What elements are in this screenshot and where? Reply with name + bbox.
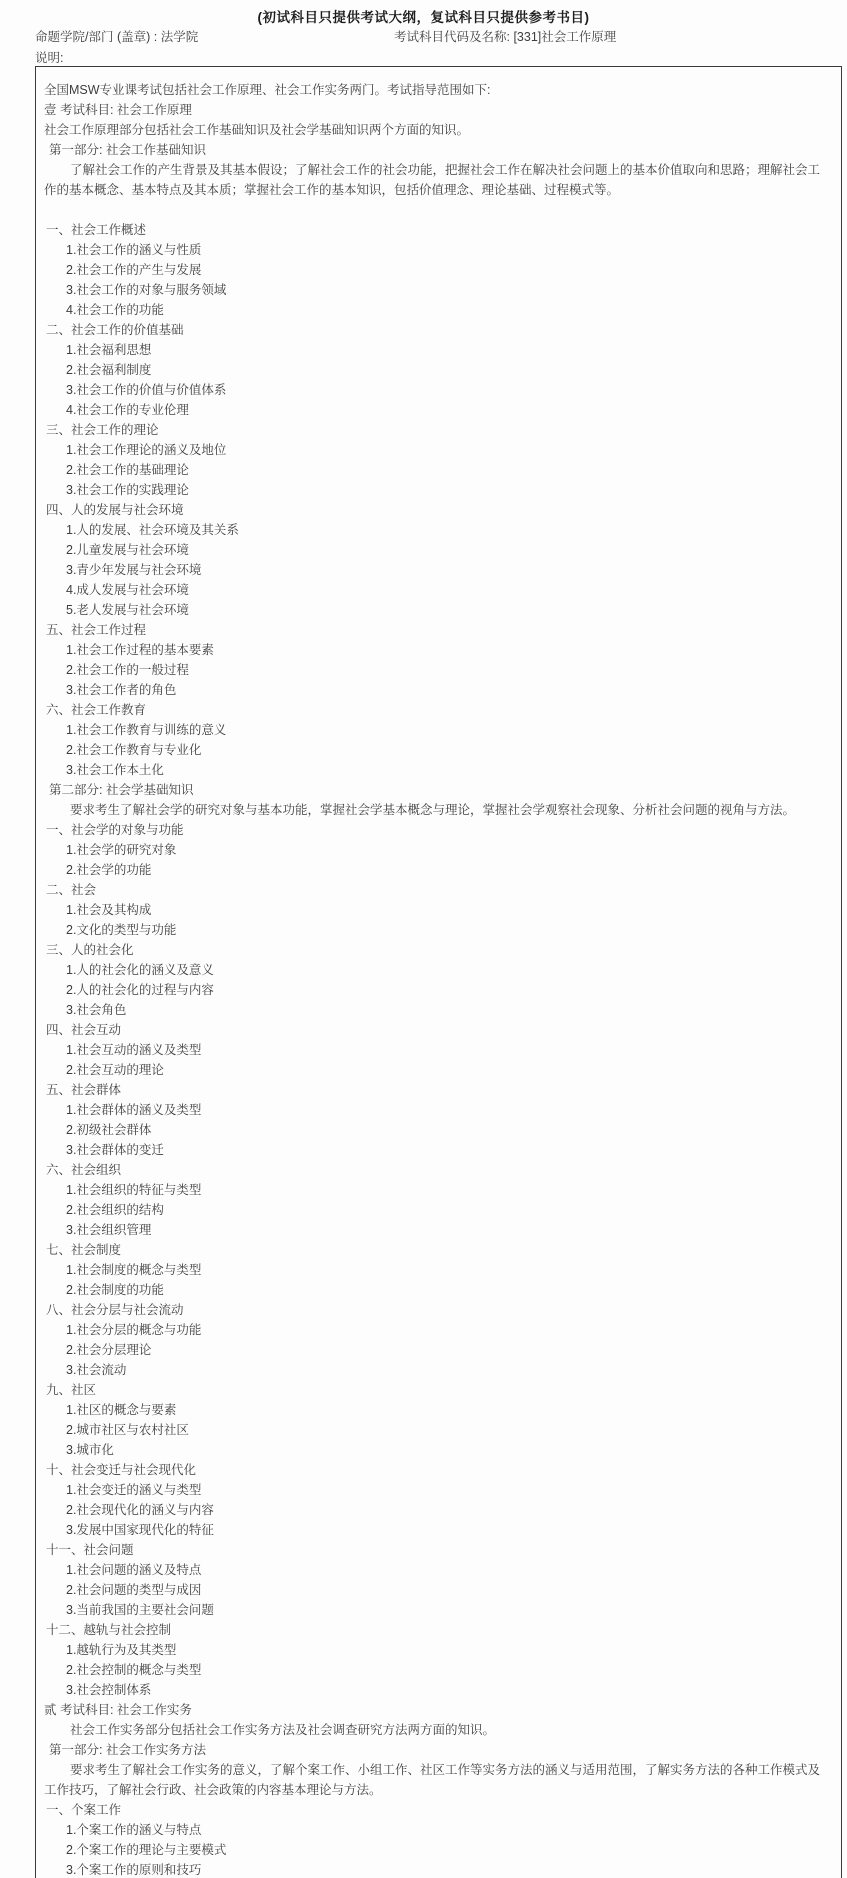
doc-line: 五、社会工作过程: [46, 623, 147, 637]
issuer-label: 命题学院/部门 (盖章) : 法学院: [35, 30, 199, 44]
doc-line: 2.初级社会群体: [66, 1123, 152, 1137]
doc-line: 一、社会工作概述: [46, 223, 147, 237]
doc-line: 一、个案工作: [46, 1803, 122, 1817]
doc-line: 2.社会福利制度: [66, 363, 152, 377]
doc-line: 工作技巧，了解社会行政、社会政策的内容基本理论与方法。: [44, 1783, 382, 1797]
note-label: 说明:: [35, 51, 64, 65]
doc-line: 1.社会工作过程的基本要素: [66, 643, 214, 657]
doc-line: 十一、社会问题: [46, 1543, 134, 1557]
doc-line: 八、社会分层与社会流动: [46, 1303, 184, 1317]
doc-line: 2.社会工作教育与专业化: [66, 743, 202, 757]
doc-line: 2.社会工作的一般过程: [66, 663, 189, 677]
doc-line: 1.社会工作教育与训练的意义: [66, 723, 227, 737]
doc-line: 第二部分: 社会学基础知识: [49, 783, 194, 797]
doc-line: 1.社会分层的概念与功能: [66, 1323, 202, 1337]
doc-line: 第一部分: 社会工作基础知识: [49, 143, 206, 157]
doc-line: 四、社会互动: [46, 1023, 122, 1037]
doc-line: 2.社会分层理论: [66, 1343, 152, 1357]
doc-line: 三、人的社会化: [46, 943, 134, 957]
doc-line: 要求考生了解社会工作实务的意义，了解个案工作、小组工作、社区工作等实务方法的涵义与适用范围，了解实务方法的各种工作模式及: [70, 1763, 821, 1777]
doc-line: 3.社会控制体系: [66, 1683, 152, 1697]
doc-line: 3.社会工作者的角色: [66, 683, 177, 697]
doc-line: 2.社会互动的理论: [66, 1063, 164, 1077]
doc-line: 1.社会互动的涵义及类型: [66, 1043, 202, 1057]
subject-code-label: 考试科目代码及名称: [331]社会工作原理: [394, 30, 617, 44]
doc-line: 十二、越轨与社会控制: [46, 1623, 172, 1637]
doc-line: 五、社会群体: [46, 1083, 122, 1097]
doc-line: 2.儿童发展与社会环境: [66, 543, 189, 557]
doc-line: 2.社会学的功能: [66, 863, 152, 877]
doc-line: 3.当前我国的主要社会问题: [66, 1603, 214, 1617]
doc-line: 5.老人发展与社会环境: [66, 603, 189, 617]
doc-line: 作的基本概念、基本特点及其本质；掌握社会工作的基本知识，包括价值理念、理论基础、过程模式等。: [44, 183, 620, 197]
doc-line: 3.社会角色: [66, 1003, 127, 1017]
doc-line: 全国MSW专业课考试包括社会工作原理、社会工作实务两门。考试指导范围如下:: [44, 83, 491, 97]
doc-line: 3.青少年发展与社会环境: [66, 563, 202, 577]
doc-line: 2.社会现代化的涵义与内容: [66, 1503, 214, 1517]
doc-line: 1.社会变迁的涵义与类型: [66, 1483, 202, 1497]
doc-line: 三、社会工作的理论: [46, 423, 159, 437]
doc-line: 1.社区的概念与要素: [66, 1403, 177, 1417]
blank-line: [44, 200, 833, 220]
doc-line: 3.社会工作的实践理论: [66, 483, 189, 497]
doc-line: 六、社会组织: [46, 1163, 122, 1177]
doc-line: 2.社会组织的结构: [66, 1203, 164, 1217]
doc-line: 4.社会工作的功能: [66, 303, 164, 317]
doc-line: 1.人的发展、社会环境及其关系: [66, 523, 239, 537]
doc-line: 二、社会: [46, 883, 97, 897]
doc-line: 3.个案工作的原则和技巧: [66, 1863, 202, 1877]
doc-line: 1.社会工作的涵义与性质: [66, 243, 202, 257]
doc-line: 2.社会制度的功能: [66, 1283, 164, 1297]
doc-line: 3.社会工作本土化: [66, 763, 164, 777]
doc-line: 要求考生了解社会学的研究对象与基本功能，掌握社会学基本概念与理论，掌握社会学观察社会现象、分析社会问题的视角与方法。: [70, 803, 796, 817]
doc-line: 1.社会问题的涵义及特点: [66, 1563, 202, 1577]
doc-line: 1.个案工作的涵义与特点: [66, 1823, 202, 1837]
doc-line: 壹 考试科目: 社会工作原理: [44, 103, 192, 117]
doc-line: 社会工作原理部分包括社会工作基础知识及社会学基础知识两个方面的知识。: [44, 123, 470, 137]
doc-line: 3.发展中国家现代化的特征: [66, 1523, 214, 1537]
doc-line: 2.人的社会化的过程与内容: [66, 983, 214, 997]
doc-line: 1.社会群体的涵义及类型: [66, 1103, 202, 1117]
doc-line: 3.社会工作的价值与价值体系: [66, 383, 227, 397]
doc-line: 1.社会福利思想: [66, 343, 152, 357]
doc-line: 一、社会学的对象与功能: [46, 823, 184, 837]
doc-line: 3.社会工作的对象与服务领域: [66, 283, 227, 297]
page-title: (初试科目只提供考试大纲，复试科目只提供参考书目): [257, 10, 590, 25]
doc-line: 2.个案工作的理论与主要模式: [66, 1843, 227, 1857]
doc-line: 四、人的发展与社会环境: [46, 503, 184, 517]
doc-line: 了解社会工作的产生背景及其基本假设；了解社会工作的社会功能，把握社会工作在解决社会问题上的基本价值取向和思路；理解社会工: [70, 163, 821, 177]
doc-line: 2.社会控制的概念与类型: [66, 1663, 202, 1677]
doc-line: 3.城市化: [66, 1443, 114, 1457]
doc-line: 2.文化的类型与功能: [66, 923, 177, 937]
doc-line: 六、社会工作教育: [46, 703, 147, 717]
doc-line: 十、社会变迁与社会现代化: [46, 1463, 197, 1477]
doc-line: 4.成人发展与社会环境: [66, 583, 189, 597]
doc-line: 3.社会组织管理: [66, 1223, 152, 1237]
doc-line: 1.社会工作理论的涵义及地位: [66, 443, 227, 457]
syllabus-box: [35, 66, 842, 1878]
doc-line: 2.社会问题的类型与成因: [66, 1583, 202, 1597]
header-row: [0, 27, 847, 45]
doc-line: 1.社会及其构成: [66, 903, 152, 917]
doc-line: 3.社会流动: [66, 1363, 127, 1377]
doc-line: 2.社会工作的基础理论: [66, 463, 189, 477]
doc-line: 4.社会工作的专业伦理: [66, 403, 189, 417]
doc-line: 第一部分: 社会工作实务方法: [49, 1743, 206, 1757]
doc-line: 1.社会制度的概念与类型: [66, 1263, 202, 1277]
doc-line: 贰 考试科目: 社会工作实务: [44, 1703, 192, 1717]
doc-line: 1.社会组织的特征与类型: [66, 1183, 202, 1197]
doc-line: 1.人的社会化的涵义及意义: [66, 963, 214, 977]
doc-line: 3.社会群体的变迁: [66, 1143, 164, 1157]
doc-line: 七、社会制度: [46, 1243, 122, 1257]
doc-line: 二、社会工作的价值基础: [46, 323, 184, 337]
doc-line: 2.社会工作的产生与发展: [66, 263, 202, 277]
doc-line: 2.城市社区与农村社区: [66, 1423, 189, 1437]
doc-line: 九、社区: [46, 1383, 97, 1397]
doc-line: 1.越轨行为及其类型: [66, 1643, 177, 1657]
doc-line: 社会工作实务部分包括社会工作实务方法及社会调查研究方法两方面的知识。: [70, 1723, 496, 1737]
doc-line: 1.社会学的研究对象: [66, 843, 177, 857]
